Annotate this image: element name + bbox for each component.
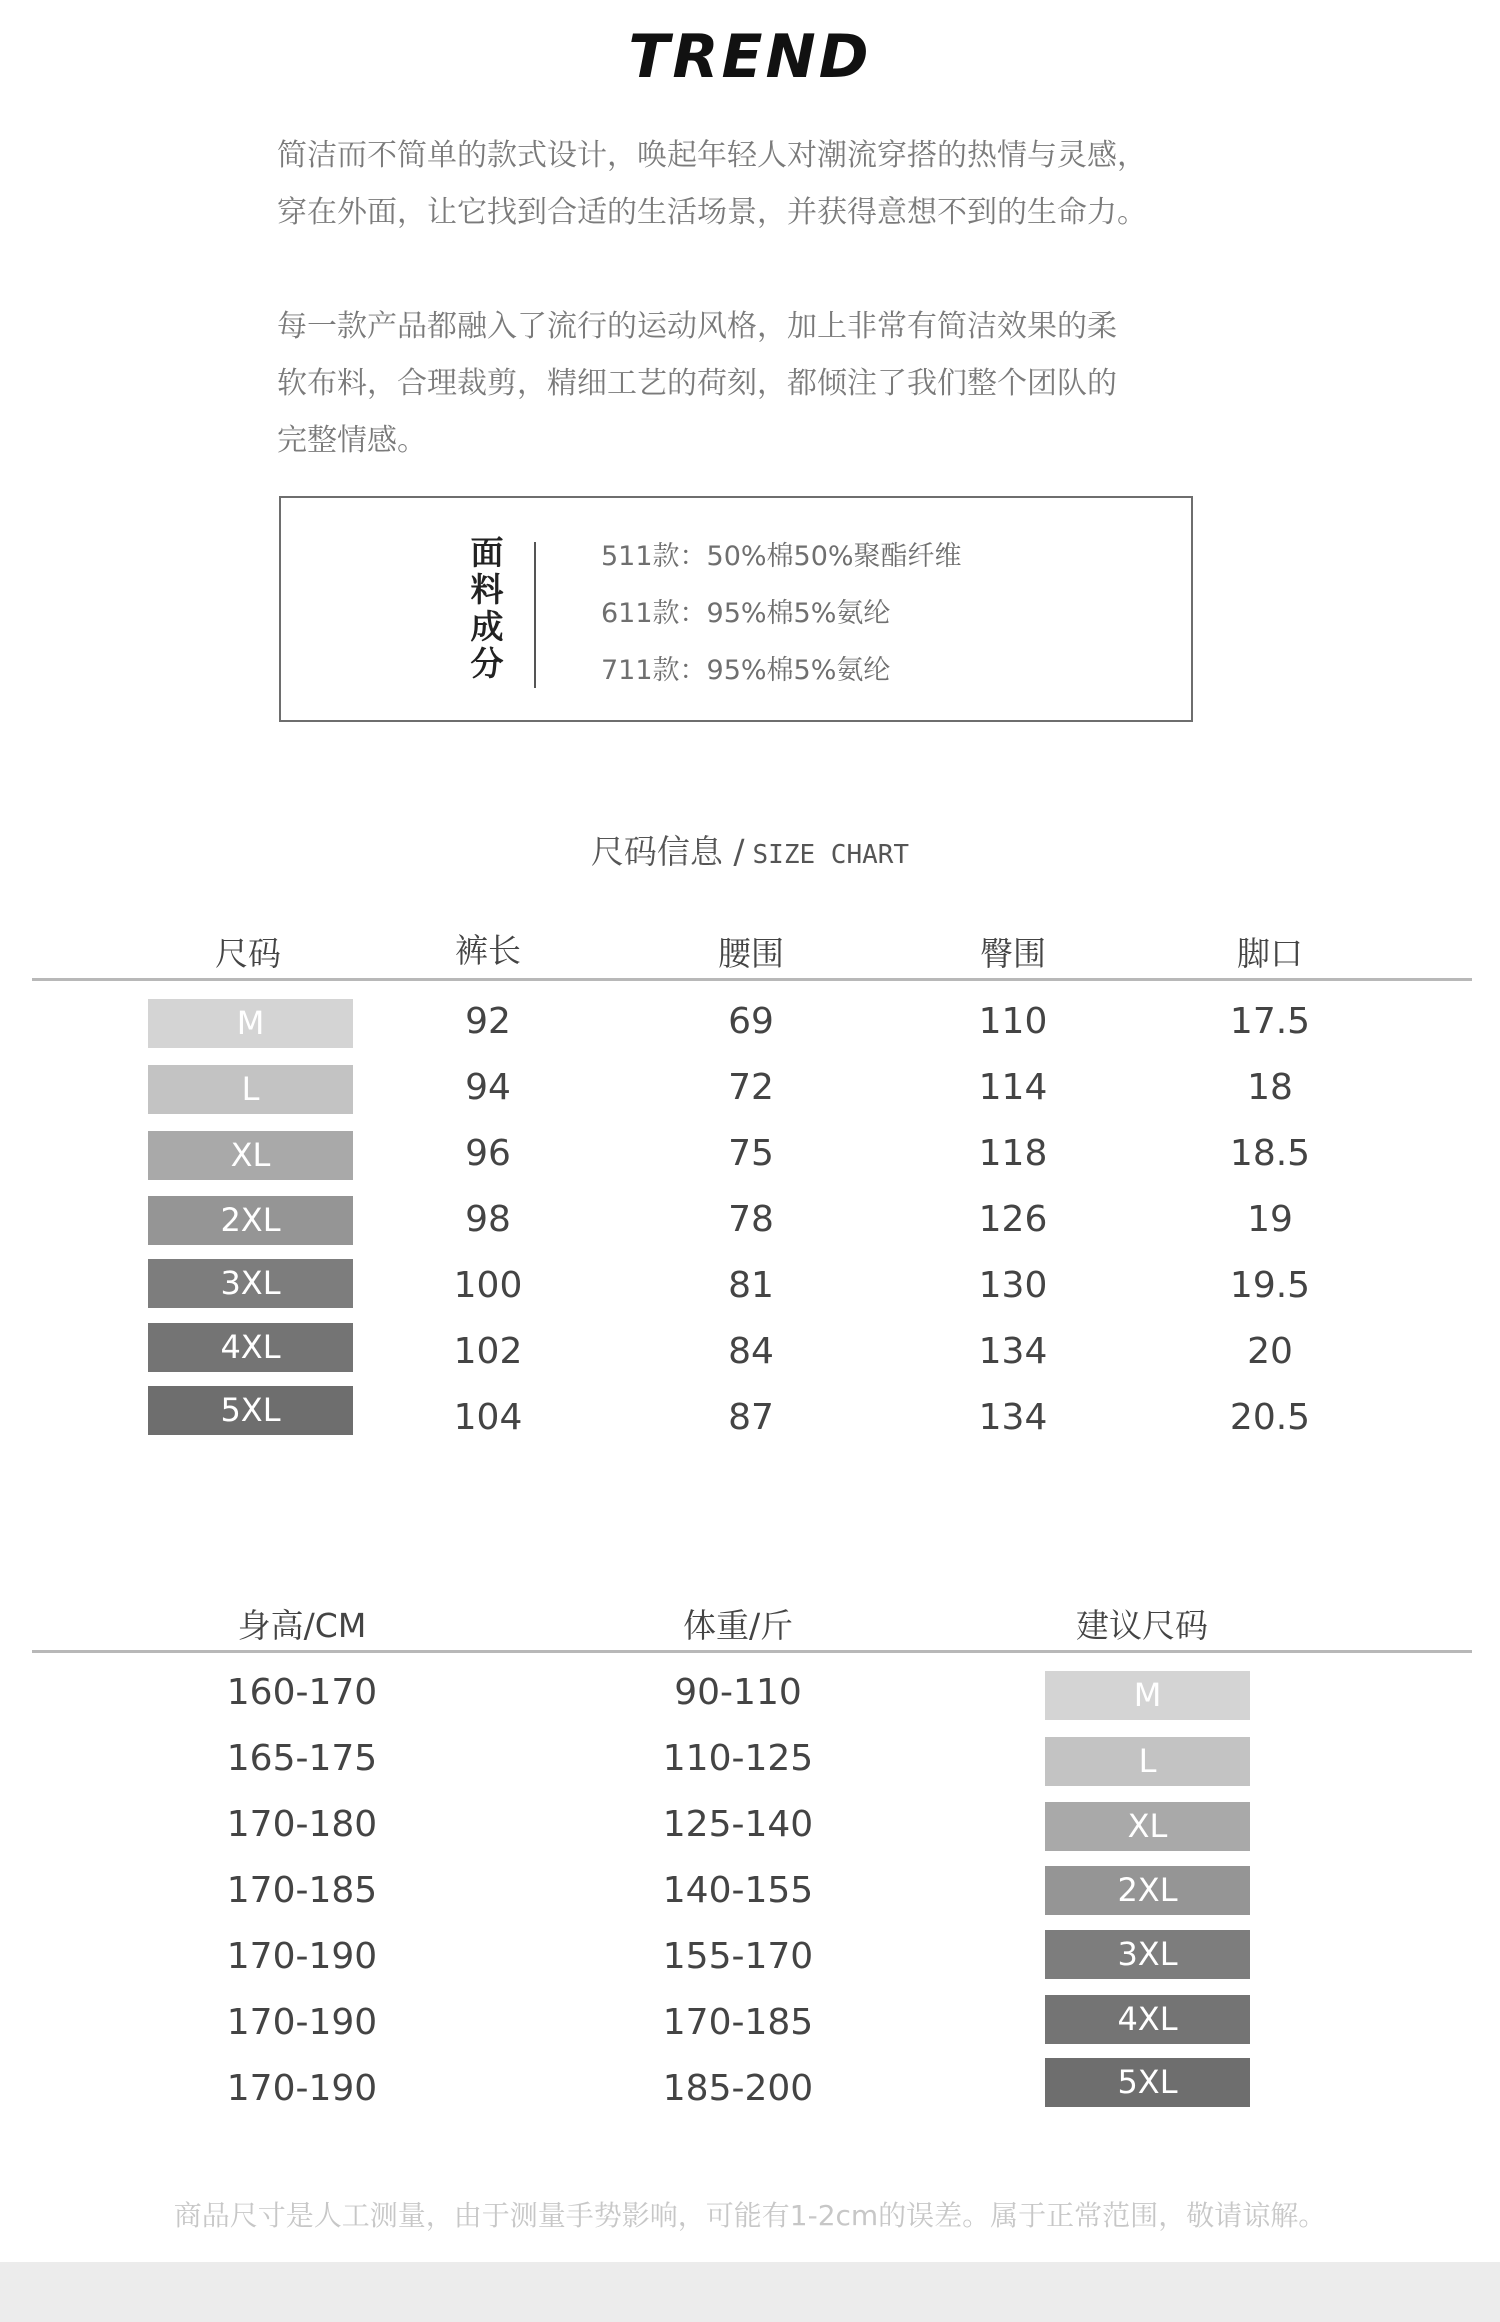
rec-col-header-weight: 体重/斤 [682,1606,794,1645]
intro-line: 简洁而不简单的款式设计，唤起年轻人对潮流穿搭的热情与灵感， [277,138,1147,173]
cell-length: 102 [453,1331,523,1372]
cell-height: 160-170 [226,1672,378,1713]
cell-height: 170-180 [226,1804,378,1845]
fabric-composition-box [279,496,1193,722]
fabric-label-char: 分 [470,644,504,683]
cell-length: 92 [465,1001,511,1042]
rec-col-header-height: 身高/CM [237,1606,367,1645]
cell-weight: 170-185 [662,2002,814,2043]
size-badge: 2XL [148,1196,353,1245]
intro-line: 完整情感。 [277,423,427,458]
cell-hip: 110 [978,1001,1048,1042]
fabric-line-511: 511款：50%棉50%聚酯纤维 [601,541,962,572]
cell-length: 104 [453,1397,523,1438]
fabric-label-char: 面 [470,533,504,572]
cell-waist: 72 [728,1067,774,1108]
size-badge: L [1045,1737,1250,1786]
cell-hem: 18.5 [1229,1133,1311,1174]
cell-height: 170-190 [226,2002,378,2043]
size-col-header-size: 尺码 [215,934,281,973]
cell-hip: 114 [978,1067,1048,1108]
cell-weight: 155-170 [662,1936,814,1977]
intro-line: 每一款产品都融入了流行的运动风格，加上非常有简洁效果的柔 [277,309,1117,344]
size-badge: M [1045,1671,1250,1720]
cell-waist: 84 [728,1331,774,1372]
cell-hem: 20 [1247,1331,1293,1372]
fabric-label [467,534,507,682]
cell-hip: 130 [978,1265,1048,1306]
size-badge: 4XL [148,1323,353,1372]
size-badge: L [148,1065,353,1114]
cell-waist: 81 [728,1265,774,1306]
cell-hip: 126 [978,1199,1048,1240]
size-badge: XL [1045,1802,1250,1851]
intro-paragraph-1 [277,127,1227,241]
cell-hip: 134 [978,1331,1048,1372]
cell-hip: 134 [978,1397,1048,1438]
size-col-header-waist: 腰围 [718,934,784,973]
page-title: TREND [628,22,872,92]
fabric-line-711: 711款：95%棉5%氨纶 [601,655,891,686]
size-badge: 4XL [1045,1995,1250,2044]
cell-hem: 20.5 [1229,1397,1311,1438]
cell-waist: 75 [728,1133,774,1174]
cell-hem: 19 [1247,1199,1293,1240]
cell-weight: 110-125 [662,1738,814,1779]
cell-hip: 118 [978,1133,1048,1174]
footer-bar [0,2262,1500,2322]
cell-weight: 185-200 [662,2068,814,2109]
cell-hem: 17.5 [1229,1001,1311,1042]
cell-length: 100 [453,1265,523,1306]
cell-weight: 125-140 [662,1804,814,1845]
fabric-line-611: 611款：95%棉5%氨纶 [601,598,891,629]
size-badge: 3XL [148,1259,353,1308]
size-col-header-hem: 脚口 [1237,934,1303,973]
size-table-rule [32,978,1472,981]
intro-line: 穿在外面，让它找到合适的生活场景，并获得意想不到的生命力。 [277,195,1147,230]
cell-height: 170-190 [226,1936,378,1977]
size-chart-heading-cn: 尺码信息 / [590,832,745,871]
cell-height: 170-190 [226,2068,378,2109]
size-badge: 5XL [148,1386,353,1435]
fabric-label-char: 料 [470,570,504,609]
size-col-header-hip: 臀围 [980,934,1046,973]
rec-col-header-size: 建议尺码 [1076,1606,1208,1645]
cell-length: 98 [465,1199,511,1240]
fabric-label-char: 成 [470,607,504,646]
fabric-lines [601,528,962,699]
intro-paragraph-2 [277,298,1227,469]
cell-weight: 90-110 [674,1672,802,1713]
cell-waist: 69 [728,1001,774,1042]
size-badge: XL [148,1131,353,1180]
cell-length: 96 [465,1133,511,1174]
cell-height: 170-185 [226,1870,378,1911]
cell-waist: 78 [728,1199,774,1240]
size-col-header-length: 裤长 [455,931,521,970]
size-badge: 2XL [1045,1866,1250,1915]
cell-waist: 87 [728,1397,774,1438]
size-badge: 5XL [1045,2058,1250,2107]
measurement-note: 商品尺寸是人工测量，由于测量手势影响，可能有1-2cm的误差。属于正常范围，敬请谅解。 [173,2199,1327,2232]
size-badge: M [148,999,353,1048]
cell-hem: 19.5 [1229,1265,1311,1306]
intro-line: 软布料，合理裁剪，精细工艺的荷刻，都倾注了我们整个团队的 [277,366,1117,401]
cell-weight: 140-155 [662,1870,814,1911]
size-badge: 3XL [1045,1930,1250,1979]
cell-hem: 18 [1247,1067,1293,1108]
fabric-divider [534,542,536,688]
rec-table-rule [32,1650,1472,1653]
cell-height: 165-175 [226,1738,378,1779]
size-chart-heading [0,826,1500,873]
cell-length: 94 [465,1067,511,1108]
size-chart-heading-en: SIZE CHART [752,840,910,870]
